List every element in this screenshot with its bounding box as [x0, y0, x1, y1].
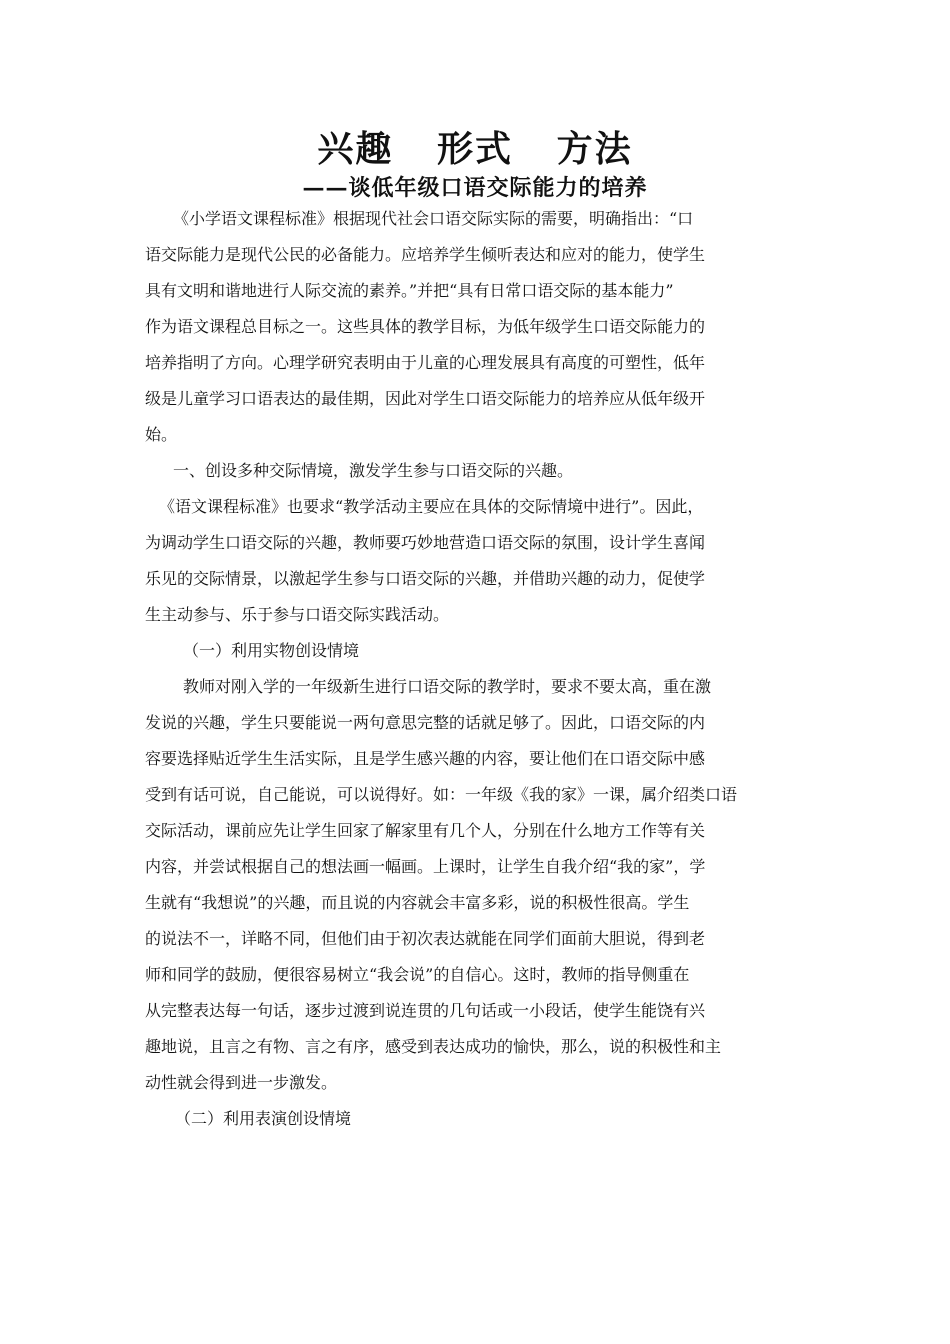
text-line: 的说法不一，详略不同，但他们由于初次表达就能在同学们面前大胆说，得到老 [145, 929, 706, 948]
text-line: 作为语文课程总目标之一。这些具体的教学目标，为低年级学生口语交际能力的 [145, 317, 706, 336]
text-line: 《语文课程标准》也要求“教学活动主要应在具体的交际情境中进行”。因此， [159, 497, 704, 516]
text-line: 从完整表达每一句话，逐步过渡到说连贯的几句话或一小段话，使学生能饶有兴 [145, 1001, 706, 1020]
text-line: 教师对刚入学的一年级新生进行口语交际的教学时，要求不要太高，重在激 [183, 677, 712, 696]
text-line: 一、创设多种交际情境，激发学生参与口语交际的兴趣。 [173, 461, 574, 480]
document-title: 兴趣 形式 方法 [317, 128, 633, 170]
text-line: 始。 [145, 425, 178, 444]
text-line: 趣地说，且言之有物、言之有序，感受到表达成功的愉快，那么，说的积极性和主 [145, 1037, 722, 1056]
line-gap [145, 1136, 810, 1142]
text-line: 级是儿童学习口语表达的最佳期，因此对学生口语交际能力的培养应从低年级开 [145, 389, 706, 408]
text-line: （二）利用表演创设情境 [175, 1109, 352, 1128]
text-line: 师和同学的鼓励，便很容易树立“我会说”的自信心。这时，教师的指导侧重在 [145, 965, 690, 984]
text-line: 生就有“我想说”的兴趣，而且说的内容就会丰富多彩，说的积极性很高。学生 [145, 893, 690, 912]
text-line: 具有文明和谐地进行人际交流的素养。”并把“具有日常口语交际的基本能力” [145, 281, 674, 300]
text-line: 内容，并尝试根据自己的想法画一幅画。上课时，让学生自我介绍“我的家”，学 [145, 857, 706, 876]
text-line: 培养指明了方向。心理学研究表明由于儿童的心理发展具有高度的可塑性，低年 [145, 353, 706, 372]
document-subtitle: ——谈低年级口语交际能力的培养 [302, 175, 648, 201]
text-line: 受到有话可说，自己能说，可以说得好。如：一年级《我的家》一课，属介绍类口语 [145, 785, 738, 804]
text-line: 容要选择贴近学生生活实际，且是学生感兴趣的内容，要让他们在口语交际中感 [145, 749, 706, 768]
text-line: 《小学语文课程标准》根据现代社会口语交际实际的需要，明确指出：“口 [173, 209, 694, 228]
text-line: 语交际能力是现代公民的必备能力。应培养学生倾听表达和应对的能力，使学生 [145, 245, 706, 264]
text-line: （一）利用实物创设情境 [183, 641, 360, 660]
text-line: 动性就会得到进一步激发。 [145, 1073, 338, 1092]
text-line: 交际活动，课前应先让学生回家了解家里有几个人，分别在什么地方工作等有关 [145, 821, 706, 840]
text-line: 生主动参与、乐于参与口语交际实践活动。 [145, 605, 450, 624]
text-line: 乐见的交际情景，以激起学生参与口语交际的兴趣，并借助兴趣的动力，促使学 [145, 569, 706, 588]
text-line: 为调动学生口语交际的兴趣，教师要巧妙地营造口语交际的氛围，设计学生喜闻 [145, 533, 706, 552]
text-line: 发说的兴趣，学生只要能说一两句意思完整的话就足够了。因此，口语交际的内 [145, 713, 706, 732]
document-body [145, 206, 810, 1142]
